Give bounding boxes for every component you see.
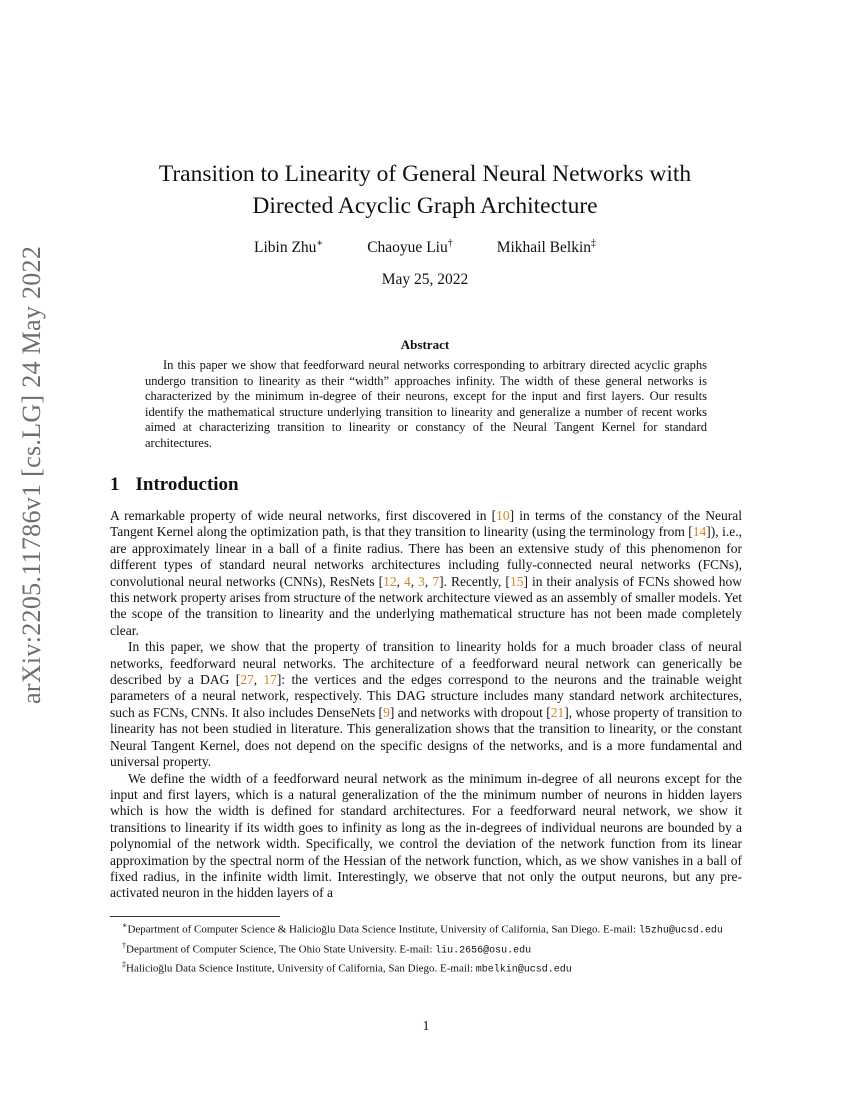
title-line-2: Directed Acyclic Graph Architecture [252, 193, 598, 219]
text-run: A remarkable property of wide neural networks, first discovered in [ [110, 508, 497, 523]
author-1 [254, 239, 323, 256]
citation-link[interactable]: 12 [383, 573, 397, 589]
footnote-text: Department of Computer Science, The Ohio State University. E-mail: [126, 943, 436, 956]
body-text [110, 508, 742, 902]
text-run: ]), i.e., are approximately linear in a ball of a finite radius. There has been an extensive study of this phenomenon for different types of standard neural networks architectures including fully-connected neural networks (FCNs), convolutional neural networks (CNNs), ResNets [ [110, 524, 742, 589]
citation-link[interactable]: 21 [550, 704, 565, 720]
paragraph-3 [110, 771, 742, 902]
paper-title [110, 158, 740, 222]
title-line-1: Transition to Linearity of General Neural Networks with [158, 161, 692, 187]
paragraph-2 [110, 639, 742, 770]
footnote-mark: † [122, 940, 126, 950]
section-heading [110, 474, 239, 496]
citation-link[interactable]: 15 [509, 573, 524, 589]
citation-link[interactable]: 9 [383, 704, 390, 720]
footnote-mark: ‡ [122, 960, 126, 970]
footnote-divider [110, 916, 280, 917]
citation-link[interactable]: 3 [418, 573, 425, 589]
footnote-email[interactable]: l5zhu@ucsd.edu [638, 925, 723, 937]
footnote-3 [110, 958, 742, 978]
author-name: Mikhail Belkin [496, 239, 592, 257]
text-run: We define the width of a feedforward neural network as the minimum in-degree of all neurons except for the input and first layers, which is a natural generalization of the the minimum number of neurons in hidden layers which is how the width is defined for standard architectures. For a feedforward neural network, we show it transitions to linearity if its width goes to infinity as long as the in-degrees of individual neurons are bounded by a polynomial of the network width. Specifically, we control the deviation of the network function from its linear approximation by the spectral norm of the Hessian of the network function, which, as we show vanishes in a ball of fixed radius, in the infinite width limit. Interestingly, we observe that not only the output neurons, but any pre-activated neuron in the hidden layers of a [110, 770, 742, 901]
paper-date: May 25, 2022 [381, 271, 469, 288]
author-2 [367, 239, 453, 256]
author-mark: ‡ [591, 238, 597, 249]
text-run: In this paper, we show that the property of transition to linearity holds for a much broader class of neural networks, feedforward neural networks. The architecture of a feedforward neural network can generically be described by a DAG [ [110, 639, 742, 688]
author-mark: ∗ [316, 238, 324, 249]
arxiv-identifier: arXiv:2205.11786v1 [cs.LG] 24 May 2022 [17, 245, 46, 704]
text-run: ] in their analysis of FCNs showed how this network property arises from structure of the network architecture viewed as an assembly of smaller models. Yet the scope of the transition to linearity and the underlying mathematical structure has not been made completely clear. [110, 573, 743, 638]
footnotes [110, 919, 742, 978]
text-run: ] and networks with dropout [ [389, 704, 551, 720]
footnote-email[interactable]: liu.2656@osu.edu [435, 945, 532, 957]
page-number: 1 [422, 1018, 430, 1033]
author-name: Chaoyue Liu [367, 239, 448, 257]
text-run: , [396, 573, 405, 589]
author-name: Libin Zhu [253, 239, 317, 257]
text-run: ]: the vertices and the edges correspond to the neurons and the trainable weight parameters of a neural network, respectively. This DAG structure includes many standard network architectures, such as FCNs, CNNs. It also includes DenseNets [ [110, 672, 742, 720]
author-3 [497, 239, 596, 256]
footnote-mark: ∗ [122, 921, 128, 930]
text-run: ] in terms of the constancy of the Neural Tangent Kernel along the optimization path, is that they transition to linearity (using the terminology from [ [110, 508, 742, 540]
footnote-text: Halicioğlu Data Science Institute, University of California, San Diego. E-mail: [126, 962, 476, 975]
footnote-text: Department of Computer Science & Halicioğlu Data Science Institute, University of California, San Diego. E-mail: [127, 923, 639, 936]
author-mark: † [447, 238, 453, 249]
citation-link[interactable]: 10 [496, 508, 510, 523]
abstract-text: In this paper we show that feedforward neural networks corresponding to arbitrary directed acyclic graphs undergo transition to linearity as their “width” approaches infinity. The width of these general networks is characterized by the minimum in-degree of their neurons, except for the input and first layers. Our results identify the mathematical structure underlying transition to linearity and generalize a number of recent works aimed at characterizing transition to linearity or constancy of the Neural Tangent Kernel for standard architectures. [145, 358, 707, 450]
text-run: , [424, 573, 433, 589]
section-title: Introduction [135, 474, 239, 495]
citation-link[interactable]: 4 [404, 573, 411, 589]
citation-link[interactable]: 27 [240, 672, 254, 688]
paragraph-1 [110, 508, 742, 639]
citation-link[interactable]: 14 [692, 524, 707, 540]
footnote-2 [110, 939, 742, 959]
footnote-1 [110, 919, 742, 939]
section-number: 1 [110, 474, 120, 495]
abstract-heading: Abstract [400, 337, 450, 352]
author-list [110, 238, 740, 257]
text-run: , [410, 573, 419, 589]
text-run: ]. Recently, [ [439, 573, 510, 589]
citation-link[interactable]: 17 [263, 672, 277, 688]
citation-link[interactable]: 7 [432, 573, 440, 589]
text-run: , [253, 672, 264, 688]
text-run: ], whose property of transition to linearity has not been studied in literature. This generalization shows that the transition to linearity, or the constant Neural Tangent Kernel, does not depend on the specific designs of the networks, and is a more fundamental and universal property. [110, 704, 742, 770]
footnote-email[interactable]: mbelkin@ucsd.edu [475, 964, 572, 976]
